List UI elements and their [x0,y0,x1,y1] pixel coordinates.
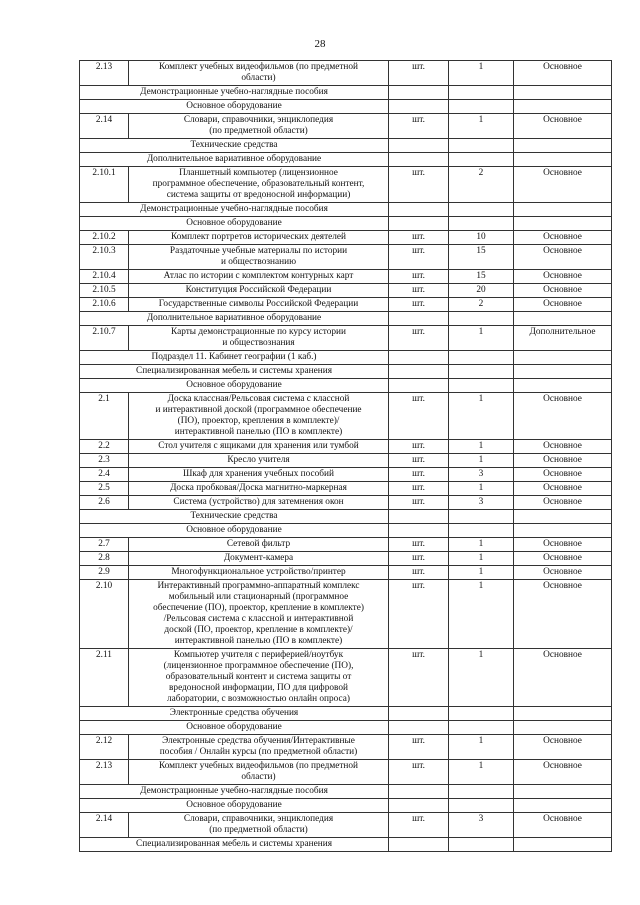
item-unit: шт. [389,735,449,760]
empty-cell [449,217,514,231]
table-row [80,167,612,203]
subsection-header-row [80,379,612,393]
item-name: Сетевой фильтр [129,538,389,552]
item-unit: шт. [389,468,449,482]
item-type: Основное [514,468,612,482]
subsection-header-row [80,721,612,735]
section-title: Дополнительное вариативное оборудование [80,312,389,326]
item-quantity: 1 [449,566,514,580]
item-name: Документ-камера [129,552,389,566]
empty-cell [389,707,449,721]
section-header-row [80,785,612,799]
empty-cell [449,351,514,365]
item-name: Карты демонстрационные по курсу истории и обществознания [129,326,389,351]
item-name: Стол учителя с ящиками для хранения или тумбой [129,440,389,454]
item-type: Основное [514,649,612,707]
table-row [80,566,612,580]
empty-cell [449,100,514,114]
item-name: Электронные средства обучения/Интерактивные пособия / Онлайн курсы (по предметной области) [129,735,389,760]
subsection-header-row [80,799,612,813]
item-name: Атлас по истории с комплектом контурных карт [129,270,389,284]
item-type: Основное [514,580,612,649]
item-quantity: 1 [449,61,514,86]
item-name: Шкаф для хранения учебных пособий [129,468,389,482]
table-row [80,468,612,482]
subsection-title: Электронные средства обучения [80,707,389,721]
item-quantity: 2 [449,298,514,312]
item-name: Доска классная/Рельсовая система с классной и интерактивной доской (программное обеспечение (ПО), проектор, крепления в комплекте)/ интерактивной панелью (ПО в комплекте) [129,393,389,440]
table-row [80,270,612,284]
empty-cell [389,312,449,326]
empty-cell [514,139,612,153]
table-row [80,231,612,245]
empty-cell [449,365,514,379]
table-row [80,496,612,510]
table-row [80,552,612,566]
section-header-row [80,153,612,167]
subsection-title: Основное оборудование [80,100,389,114]
empty-cell [514,707,612,721]
empty-cell [514,524,612,538]
item-quantity: 2 [449,167,514,203]
item-number: 2.10.3 [80,245,129,270]
subsection-header-row [80,217,612,231]
empty-cell [389,799,449,813]
item-number: 2.10.6 [80,298,129,312]
item-number: 2.13 [80,61,129,86]
empty-cell [389,379,449,393]
item-unit: шт. [389,298,449,312]
item-quantity: 1 [449,580,514,649]
item-type: Основное [514,393,612,440]
item-number: 2.14 [80,813,129,838]
section-header-row [80,203,612,217]
item-name: Доска пробковая/Доска магнитно-маркерная [129,482,389,496]
empty-cell [514,217,612,231]
empty-cell [449,86,514,100]
empty-cell [449,524,514,538]
item-number: 2.10.4 [80,270,129,284]
empty-cell [514,838,612,852]
item-number: 2.3 [80,454,129,468]
section-title: Демонстрационные учебно-наглядные пособия [80,785,389,799]
item-number: 2.10.2 [80,231,129,245]
empty-cell [389,524,449,538]
section-title: Дополнительное вариативное оборудование [80,153,389,167]
section-header-row [80,365,612,379]
item-name: Словари, справочники, энциклопедия (по предметной области) [129,813,389,838]
empty-cell [389,351,449,365]
empty-cell [389,139,449,153]
subsection-header-row [80,707,612,721]
item-unit: шт. [389,61,449,86]
empty-cell [389,838,449,852]
subsection-title: Основное оборудование [80,217,389,231]
subsection-title: Технические средства [80,510,389,524]
section-header-row [80,86,612,100]
empty-cell [449,721,514,735]
item-unit: шт. [389,440,449,454]
item-number: 2.10.1 [80,167,129,203]
empty-cell [514,100,612,114]
empty-cell [389,153,449,167]
empty-cell [449,799,514,813]
item-quantity: 1 [449,552,514,566]
table-row [80,245,612,270]
empty-cell [389,100,449,114]
item-name: Система (устройство) для затемнения окон [129,496,389,510]
item-unit: шт. [389,496,449,510]
item-type: Основное [514,61,612,86]
table-row [80,393,612,440]
item-quantity: 3 [449,468,514,482]
empty-cell [449,139,514,153]
subsection-header-row [80,510,612,524]
item-unit: шт. [389,393,449,440]
equipment-table [79,60,612,852]
item-name: Планшетный компьютер (лицензионное программное обеспечение, образовательный контент, система защиты от вредоносной информации) [129,167,389,203]
table-row [80,813,612,838]
subsection-title: Основное оборудование [80,524,389,538]
item-quantity: 1 [449,482,514,496]
subsection-title: Основное оборудование [80,799,389,813]
item-quantity: 15 [449,245,514,270]
item-number: 2.9 [80,566,129,580]
subsection-title: Технические средства [80,139,389,153]
section-title: Демонстрационные учебно-наглядные пособия [80,86,389,100]
item-unit: шт. [389,760,449,785]
empty-cell [514,312,612,326]
empty-cell [514,799,612,813]
item-quantity: 15 [449,270,514,284]
empty-cell [449,510,514,524]
item-number: 2.5 [80,482,129,496]
section-title: Специализированная мебель и системы хранения [80,365,389,379]
empty-cell [449,379,514,393]
item-type: Основное [514,284,612,298]
item-number: 2.14 [80,114,129,139]
table-row [80,114,612,139]
item-name: Кресло учителя [129,454,389,468]
item-unit: шт. [389,482,449,496]
item-name: Комплект учебных видеофильмов (по предметной области) [129,760,389,785]
item-unit: шт. [389,566,449,580]
equipment-table-body [80,61,612,852]
empty-cell [449,153,514,167]
item-number: 2.1 [80,393,129,440]
item-quantity: 1 [449,649,514,707]
empty-cell [389,86,449,100]
subsection-header-row [80,139,612,153]
item-type: Основное [514,167,612,203]
item-unit: шт. [389,114,449,139]
item-unit: шт. [389,538,449,552]
empty-cell [514,721,612,735]
item-name: Интерактивный программно-аппаратный комплекс мобильный или стационарный (программное обеспечение (ПО), проектор, крепление в комплекте) /Рельсовая система с классной и интерактивной доской (ПО, проектор, крепление в комплекте)/ интерактивной панелью (ПО в комплекте) [129,580,389,649]
item-type: Основное [514,482,612,496]
item-unit: шт. [389,231,449,245]
table-row [80,326,612,351]
item-type: Дополнительное [514,326,612,351]
empty-cell [514,379,612,393]
item-name: Словари, справочники, энциклопедия (по предметной области) [129,114,389,139]
item-unit: шт. [389,454,449,468]
item-type: Основное [514,298,612,312]
section-header-row [80,838,612,852]
subsection-title: Подраздел 11. Кабинет географии (1 каб.) [80,351,389,365]
item-quantity: 1 [449,440,514,454]
item-quantity: 1 [449,735,514,760]
item-number: 2.10.7 [80,326,129,351]
item-number: 2.2 [80,440,129,454]
subsection-header-row [80,524,612,538]
empty-cell [449,838,514,852]
section-title: Демонстрационные учебно-наглядные пособия [80,203,389,217]
item-quantity: 20 [449,284,514,298]
item-quantity: 1 [449,393,514,440]
item-type: Основное [514,114,612,139]
item-number: 2.10.5 [80,284,129,298]
empty-cell [514,203,612,217]
item-unit: шт. [389,649,449,707]
item-number: 2.4 [80,468,129,482]
item-type: Основное [514,735,612,760]
empty-cell [449,312,514,326]
table-row [80,482,612,496]
empty-cell [514,86,612,100]
empty-cell [514,785,612,799]
item-quantity: 3 [449,813,514,838]
table-row [80,61,612,86]
empty-cell [514,153,612,167]
item-name: Комплект портретов исторических деятелей [129,231,389,245]
item-number: 2.13 [80,760,129,785]
empty-cell [389,203,449,217]
table-row [80,284,612,298]
item-unit: шт. [389,580,449,649]
item-unit: шт. [389,813,449,838]
item-name: Комплект учебных видеофильмов (по предметной области) [129,61,389,86]
page-number: 28 [314,38,326,50]
subsection-header-row [80,351,612,365]
table-row [80,649,612,707]
empty-cell [449,203,514,217]
item-type: Основное [514,245,612,270]
item-unit: шт. [389,326,449,351]
item-name: Компьютер учителя с периферией/ноутбук (лицензионное программное обеспечение (ПО), образовательный контент и система защиты от вредоносной информации, ПО для цифровой лаборатории, с возможностью онлайн опроса) [129,649,389,707]
item-type: Основное [514,231,612,245]
item-unit: шт. [389,270,449,284]
table-row [80,735,612,760]
item-type: Основное [514,454,612,468]
empty-cell [389,217,449,231]
item-quantity: 1 [449,326,514,351]
item-quantity: 1 [449,760,514,785]
section-header-row [80,312,612,326]
table-row [80,580,612,649]
table-row [80,298,612,312]
item-quantity: 3 [449,496,514,510]
item-type: Основное [514,538,612,552]
item-type: Основное [514,566,612,580]
table-row [80,454,612,468]
item-name: Многофункциональное устройство/принтер [129,566,389,580]
item-number: 2.12 [80,735,129,760]
item-number: 2.8 [80,552,129,566]
item-type: Основное [514,760,612,785]
item-quantity: 1 [449,538,514,552]
item-unit: шт. [389,167,449,203]
item-name: Раздаточные учебные материалы по истории и обществознанию [129,245,389,270]
empty-cell [514,351,612,365]
empty-cell [514,510,612,524]
table-row [80,538,612,552]
item-name: Конституция Российской Федерации [129,284,389,298]
empty-cell [514,365,612,379]
empty-cell [389,510,449,524]
item-number: 2.6 [80,496,129,510]
subsection-title: Основное оборудование [80,379,389,393]
empty-cell [449,785,514,799]
section-title: Специализированная мебель и системы хранения [80,838,389,852]
subsection-header-row [80,100,612,114]
item-type: Основное [514,440,612,454]
item-type: Основное [514,270,612,284]
table-row [80,760,612,785]
table-row [80,440,612,454]
item-unit: шт. [389,552,449,566]
empty-cell [389,785,449,799]
item-number: 2.11 [80,649,129,707]
item-quantity: 1 [449,114,514,139]
item-name: Государственные символы Российской Федерации [129,298,389,312]
item-unit: шт. [389,284,449,298]
item-unit: шт. [389,245,449,270]
item-quantity: 1 [449,454,514,468]
subsection-title: Основное оборудование [80,721,389,735]
empty-cell [389,365,449,379]
empty-cell [449,707,514,721]
empty-cell [389,721,449,735]
item-number: 2.7 [80,538,129,552]
item-type: Основное [514,552,612,566]
item-type: Основное [514,813,612,838]
item-quantity: 10 [449,231,514,245]
item-type: Основное [514,496,612,510]
item-number: 2.10 [80,580,129,649]
